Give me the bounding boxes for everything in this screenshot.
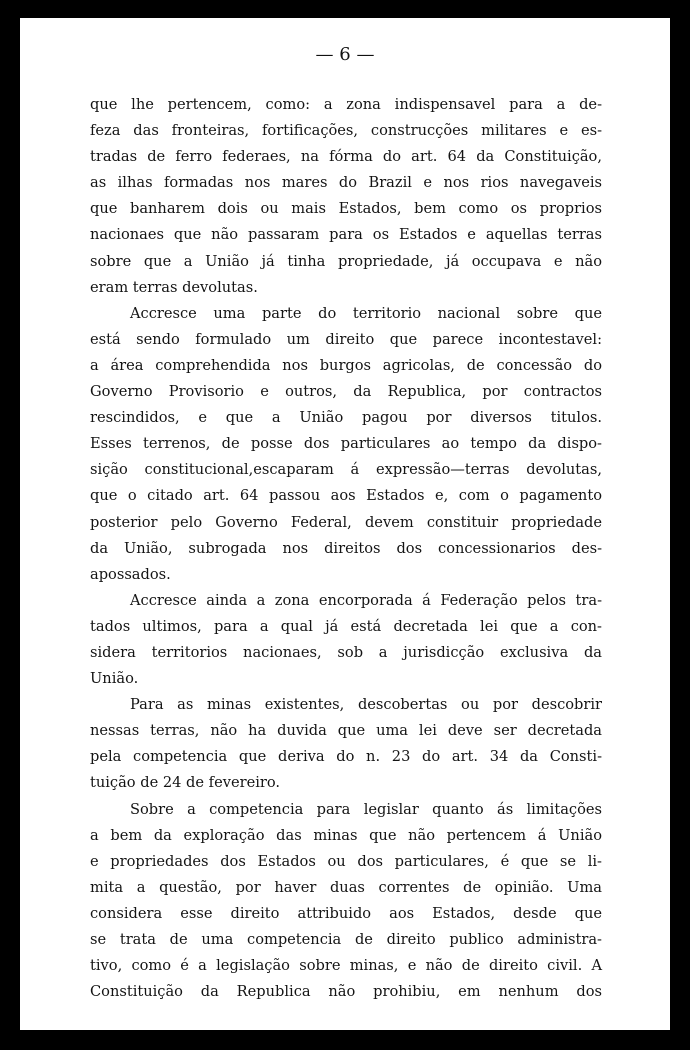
text-line: União. bbox=[90, 670, 139, 688]
text-line: considera esse direito attribuido aos Estados, desde que bbox=[90, 904, 602, 922]
text-line: rescindidos, e que a União pagou por diversos titulos. bbox=[90, 409, 602, 427]
text-line: Governo Provisorio e outros, da Republica, por contractos bbox=[90, 383, 602, 401]
text-line: a área comprehendida nos burgos agricolas, de concessão do bbox=[90, 356, 602, 374]
text-line: Constituição da Republica não prohibiu, em nenhum dos bbox=[90, 983, 602, 1001]
text-line: a bem da exploração das minas que não pertencem á União bbox=[90, 826, 602, 844]
text-line: apossados. bbox=[90, 565, 171, 583]
text-line: tados ultimos, para a qual já está decretada lei que a con- bbox=[90, 617, 602, 635]
text-line: que o citado art. 64 passou aos Estados e, com o pagamento bbox=[90, 487, 602, 505]
text-line: tivo, como é a legislação sobre minas, e não de direito civil. A bbox=[90, 957, 602, 975]
body-text bbox=[90, 92, 602, 1005]
page bbox=[20, 18, 670, 1030]
text-line: sobre que a União já tinha propriedade, já occupava e não bbox=[90, 252, 602, 270]
text-line: que banharem dois ou mais Estados, bem como os proprios bbox=[90, 200, 602, 218]
paragraph-start: Sobre a competencia para legislar quanto ás limitações bbox=[130, 800, 602, 818]
text-line: feza das fronteiras, fortificações, construcções militares e es- bbox=[90, 122, 602, 140]
paragraph-start: Accresce uma parte do territorio nacional sobre que bbox=[130, 304, 602, 322]
text-line: Esses terrenos, de posse dos particulares ao tempo da dispo- bbox=[90, 435, 602, 453]
text-line: está sendo formulado um direito que parece incontestavel: bbox=[90, 330, 602, 348]
text-line: tradas de ferro federaes, na fórma do art. 64 da Constituição, bbox=[90, 148, 602, 166]
text-line: nacionaes que não passaram para os Estados e aquellas terras bbox=[90, 226, 602, 244]
text-line: as ilhas formadas nos mares do Brazil e nos rios navegaveis bbox=[90, 174, 602, 192]
text-line: nessas terras, não ha duvida que uma lei deve ser decretada bbox=[90, 722, 602, 740]
page-number: — 6 — bbox=[315, 44, 375, 65]
text-line: sição constitucional,escaparam á expressão—terras devolutas, bbox=[90, 461, 602, 479]
text-line: posterior pelo Governo Federal, devem constituir propriedade bbox=[90, 513, 602, 531]
text-line: se trata de uma competencia de direito publico administra- bbox=[90, 931, 602, 948]
paragraph-start: Accresce ainda a zona encorporada á Federação pelos tra- bbox=[130, 591, 602, 609]
text-line: mita a questão, por haver duas correntes de opinião. Uma bbox=[90, 878, 602, 896]
text-line: tuição de 24 de fevereiro. bbox=[90, 774, 281, 792]
paragraph-start: Para as minas existentes, descobertas ou por descobrir bbox=[130, 696, 602, 714]
text-line: da União, subrogada nos direitos dos concessionarios des- bbox=[90, 539, 602, 557]
text-line: e propriedades dos Estados ou dos particulares, é que se li- bbox=[90, 852, 602, 870]
text-line: eram terras devolutas. bbox=[90, 278, 258, 296]
text-line: pela competencia que deriva do n. 23 do art. 34 da Consti- bbox=[90, 748, 602, 766]
text-line: que lhe pertencem, como: a zona indispensavel para a de- bbox=[90, 96, 602, 113]
text-line: sidera territorios nacionaes, sob a jurisdicção exclusiva da bbox=[90, 643, 602, 661]
